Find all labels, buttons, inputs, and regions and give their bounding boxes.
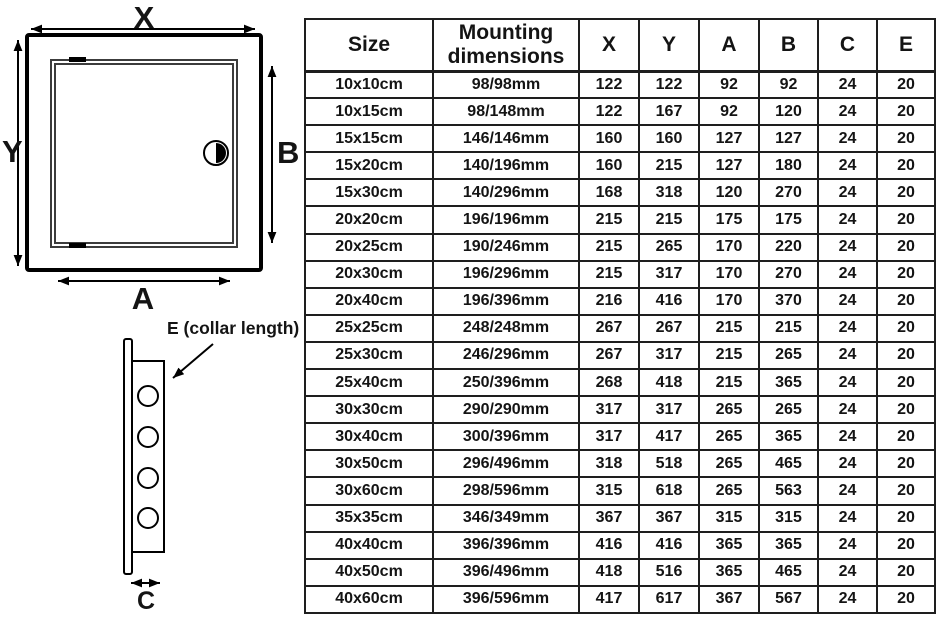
table-row (305, 125, 935, 152)
table-cell: 170 (699, 288, 759, 315)
table-cell: 315 (699, 505, 759, 532)
c-dimension-label: C (136, 587, 156, 615)
table-row (305, 450, 935, 477)
table-cell: 160 (639, 125, 699, 152)
table-cell: 418 (579, 559, 639, 586)
table-row (305, 342, 935, 369)
table-cell: 140/196mm (433, 152, 579, 179)
table-cell: 30x40cm (305, 423, 433, 450)
table-cell: 20 (877, 206, 935, 233)
table-cell: 365 (759, 369, 818, 396)
table-cell: 24 (818, 369, 877, 396)
table-cell: 465 (759, 559, 818, 586)
table-cell: 215 (579, 234, 639, 261)
table-cell: 300/396mm (433, 423, 579, 450)
collar-length-label: E (collar length) (167, 318, 300, 338)
table-cell: 92 (759, 71, 818, 98)
table-cell: 20 (877, 396, 935, 423)
table-cell: 20 (877, 261, 935, 288)
table-cell: 24 (818, 98, 877, 125)
table-cell: 30x30cm (305, 396, 433, 423)
table-cell: 92 (699, 71, 759, 98)
table-cell: 196/296mm (433, 261, 579, 288)
table-cell: 40x60cm (305, 586, 433, 613)
table-cell: 265 (699, 423, 759, 450)
table-cell: 20 (877, 369, 935, 396)
table-cell: 296/496mm (433, 450, 579, 477)
table-cell: 20 (877, 179, 935, 206)
column-header-e: E (877, 19, 935, 71)
table-cell: 24 (818, 261, 877, 288)
table-body (305, 71, 935, 613)
table-cell: 265 (759, 396, 818, 423)
y-dimension-label: Y (2, 134, 23, 169)
table-cell: 567 (759, 586, 818, 613)
table-cell: 20x20cm (305, 206, 433, 233)
table-cell: 396/396mm (433, 532, 579, 559)
table-cell: 120 (699, 179, 759, 206)
table-cell: 24 (818, 586, 877, 613)
table-cell: 92 (699, 98, 759, 125)
table-cell: 122 (579, 98, 639, 125)
table-cell: 24 (818, 288, 877, 315)
table-cell: 20 (877, 288, 935, 315)
x-dimension-label: X (133, 0, 155, 35)
table-row (305, 261, 935, 288)
table-cell: 617 (639, 586, 699, 613)
table-cell: 24 (818, 179, 877, 206)
table-cell: 196/396mm (433, 288, 579, 315)
table-cell: 518 (639, 450, 699, 477)
table-cell: 418 (639, 369, 699, 396)
table-cell: 267 (579, 315, 639, 342)
table-header-row (305, 19, 935, 71)
table-cell: 122 (579, 71, 639, 98)
column-header-a: A (699, 19, 759, 71)
table-row (305, 423, 935, 450)
table-cell: 215 (759, 315, 818, 342)
table-cell: 20x25cm (305, 234, 433, 261)
table-cell: 246/296mm (433, 342, 579, 369)
b-dimension-label: B (277, 135, 300, 170)
table-cell: 24 (818, 206, 877, 233)
table-row (305, 179, 935, 206)
table-cell: 267 (639, 315, 699, 342)
table-cell: 175 (759, 206, 818, 233)
table-cell: 25x40cm (305, 369, 433, 396)
table-cell: 20 (877, 559, 935, 586)
table-row (305, 315, 935, 342)
table-cell: 20 (877, 342, 935, 369)
table-cell: 40x50cm (305, 559, 433, 586)
table-cell: 24 (818, 505, 877, 532)
column-header-size: Size (305, 19, 433, 71)
table-cell: 120 (759, 98, 818, 125)
table-cell: 140/296mm (433, 179, 579, 206)
table-cell: 618 (639, 477, 699, 504)
table-row (305, 586, 935, 613)
column-header-mounting-dimensions: Mounting dimensions (433, 19, 579, 71)
table-cell: 270 (759, 261, 818, 288)
table-cell: 216 (579, 288, 639, 315)
table-cell: 24 (818, 342, 877, 369)
a-dimension-label: A (131, 281, 155, 316)
table-cell: 24 (818, 315, 877, 342)
table-cell: 248/248mm (433, 315, 579, 342)
table-cell: 170 (699, 261, 759, 288)
table-cell: 20 (877, 152, 935, 179)
table-cell: 20 (877, 71, 935, 98)
table-cell: 215 (639, 152, 699, 179)
table-cell: 24 (818, 450, 877, 477)
table-row (305, 234, 935, 261)
table-cell: 417 (579, 586, 639, 613)
table-cell: 20 (877, 423, 935, 450)
table-cell: 365 (759, 532, 818, 559)
table-cell: 365 (759, 423, 818, 450)
table-cell: 175 (699, 206, 759, 233)
table-cell: 24 (818, 477, 877, 504)
table-cell: 416 (639, 532, 699, 559)
table-cell: 127 (699, 152, 759, 179)
table-cell: 25x30cm (305, 342, 433, 369)
access-panel-diagram (0, 0, 302, 631)
table-cell: 20 (877, 532, 935, 559)
table-cell: 160 (579, 125, 639, 152)
table-cell: 15x30cm (305, 179, 433, 206)
table-cell: 168 (579, 179, 639, 206)
table-cell: 40x40cm (305, 532, 433, 559)
table-cell: 267 (579, 342, 639, 369)
table-cell: 315 (759, 505, 818, 532)
table-cell: 20x30cm (305, 261, 433, 288)
table-cell: 317 (579, 423, 639, 450)
table-cell: 265 (759, 342, 818, 369)
table-cell: 367 (699, 586, 759, 613)
table-cell: 215 (699, 369, 759, 396)
table-cell: 265 (639, 234, 699, 261)
table-cell: 317 (639, 396, 699, 423)
table-cell: 190/246mm (433, 234, 579, 261)
table-cell: 367 (579, 505, 639, 532)
table-cell: 315 (579, 477, 639, 504)
table-cell: 24 (818, 423, 877, 450)
table-row (305, 71, 935, 98)
table-cell: 367 (639, 505, 699, 532)
table-cell: 317 (639, 342, 699, 369)
table-cell: 20 (877, 125, 935, 152)
table-row (305, 98, 935, 125)
table-row (305, 206, 935, 233)
table-cell: 416 (639, 288, 699, 315)
table-row (305, 369, 935, 396)
table-cell: 396/496mm (433, 559, 579, 586)
table-cell: 167 (639, 98, 699, 125)
table-cell: 318 (639, 179, 699, 206)
table-cell: 346/349mm (433, 505, 579, 532)
table-cell: 20 (877, 505, 935, 532)
table-cell: 317 (579, 396, 639, 423)
collar-pointer-arrow (173, 344, 213, 378)
table-cell: 215 (579, 261, 639, 288)
table-cell: 122 (639, 71, 699, 98)
column-header-b: B (759, 19, 818, 71)
table-cell: 215 (699, 342, 759, 369)
table-row (305, 477, 935, 504)
table-cell: 30x60cm (305, 477, 433, 504)
table-cell: 20 (877, 450, 935, 477)
table-cell: 298/596mm (433, 477, 579, 504)
table-cell: 160 (579, 152, 639, 179)
table-cell: 516 (639, 559, 699, 586)
column-header-x: X (579, 19, 639, 71)
table-row (305, 505, 935, 532)
table-cell: 465 (759, 450, 818, 477)
column-header-c: C (818, 19, 877, 71)
table-cell: 318 (579, 450, 639, 477)
table-cell: 365 (699, 532, 759, 559)
table-cell: 146/146mm (433, 125, 579, 152)
table-header (305, 19, 935, 71)
table-cell: 365 (699, 559, 759, 586)
table-cell: 215 (579, 206, 639, 233)
table-cell: 215 (699, 315, 759, 342)
table-cell: 20 (877, 315, 935, 342)
table-cell: 15x20cm (305, 152, 433, 179)
table-cell: 98/148mm (433, 98, 579, 125)
table-cell: 20 (877, 477, 935, 504)
table-cell: 24 (818, 71, 877, 98)
table-row (305, 559, 935, 586)
table-cell: 24 (818, 125, 877, 152)
table-cell: 20x40cm (305, 288, 433, 315)
table-cell: 416 (579, 532, 639, 559)
table-cell: 196/196mm (433, 206, 579, 233)
table-cell: 170 (699, 234, 759, 261)
table-cell: 24 (818, 152, 877, 179)
table-cell: 15x15cm (305, 125, 433, 152)
table-cell: 417 (639, 423, 699, 450)
table-row (305, 396, 935, 423)
table-cell: 290/290mm (433, 396, 579, 423)
table-row (305, 532, 935, 559)
table-cell: 24 (818, 396, 877, 423)
table-cell: 265 (699, 396, 759, 423)
table-cell: 20 (877, 98, 935, 125)
table-cell: 268 (579, 369, 639, 396)
table-cell: 180 (759, 152, 818, 179)
table-cell: 215 (639, 206, 699, 233)
table-cell: 396/596mm (433, 586, 579, 613)
table-cell: 563 (759, 477, 818, 504)
table-cell: 265 (699, 477, 759, 504)
table-cell: 220 (759, 234, 818, 261)
table-cell: 250/396mm (433, 369, 579, 396)
table-cell: 10x10cm (305, 71, 433, 98)
dimensions-table (304, 18, 936, 614)
table-cell: 35x35cm (305, 505, 433, 532)
table-cell: 98/98mm (433, 71, 579, 98)
table-cell: 30x50cm (305, 450, 433, 477)
table-cell: 317 (639, 261, 699, 288)
table-cell: 127 (759, 125, 818, 152)
column-header-y: Y (639, 19, 699, 71)
table-row (305, 152, 935, 179)
table-cell: 270 (759, 179, 818, 206)
table-cell: 265 (699, 450, 759, 477)
table-cell: 24 (818, 559, 877, 586)
table-cell: 127 (699, 125, 759, 152)
table-row (305, 288, 935, 315)
table-cell: 24 (818, 234, 877, 261)
table-cell: 10x15cm (305, 98, 433, 125)
table-cell: 25x25cm (305, 315, 433, 342)
table-cell: 370 (759, 288, 818, 315)
table-cell: 20 (877, 586, 935, 613)
table-cell: 24 (818, 532, 877, 559)
table-cell: 20 (877, 234, 935, 261)
